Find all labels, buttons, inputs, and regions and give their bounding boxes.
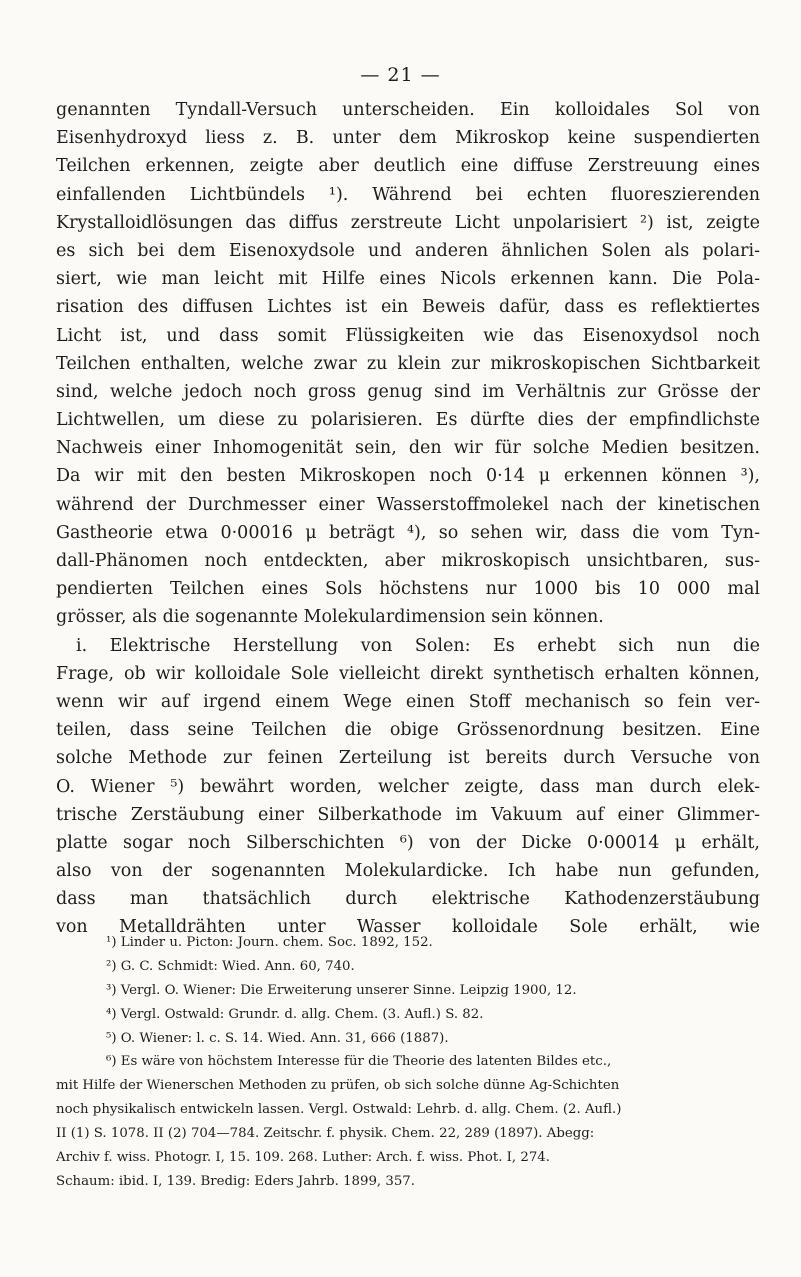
text-line: grösser, als die sogenannte Molekulardimension sein können. xyxy=(56,607,604,628)
text-line: dall-Phänomen noch entdeckten, aber mikroskopisch unsichtbaren, sus- xyxy=(56,551,760,571)
body-text xyxy=(56,96,760,942)
text-line: also von der sogenannten Molekulardicke. Ich habe nun gefunden, xyxy=(56,861,760,882)
text-line: Teilchen erkennen, zeigte aber deutlich eine diffuse Zerstreuung eines xyxy=(56,156,760,177)
text-line: einfallenden Lichtbündels ¹). Während bei echten fluoreszierenden xyxy=(56,184,760,205)
text-line: es sich bei dem Eisenoxydsole und anderen ähnlichen Solen als polari- xyxy=(56,240,760,261)
text-line: dass man thatsächlich durch elektrische Kathodenzerstäubung xyxy=(56,889,760,910)
text-line: trische Zerstäubung einer Silberkathode im Vakuum auf einer Glimmer- xyxy=(56,804,760,825)
footnote: ⁶) Es wäre von höchstem Interesse für die Theorie des latenten Bildes etc., xyxy=(106,1054,612,1070)
section-heading-line: i. Elektrische Herstellung von Solen: Es erhebt sich nun die xyxy=(76,635,760,656)
footnotes xyxy=(56,931,760,1194)
text-line: Eisenhydroxyd liess z. B. unter dem Mikroskop keine suspendierten xyxy=(56,128,760,149)
text-line: platte sogar noch Silberschichten ⁶) von der Dicke 0·00014 μ erhält, xyxy=(56,832,760,853)
text-line: genannten Tyndall-Versuch unterscheiden. Ein kolloidales Sol von xyxy=(56,100,760,120)
text-line: Licht ist, und dass somit Flüssigkeiten wie das Eisenoxydsol noch xyxy=(56,325,760,346)
footnote-continuation: noch physikalisch entwickeln lassen. Vergl. Ostwald: Lehrb. d. allg. Chem. (2. Aufl.) xyxy=(56,1102,622,1118)
text-line: teilen, dass seine Teilchen die obige Grössenordnung besitzen. Eine xyxy=(56,720,760,741)
text-line: pendierten Teilchen eines Sols höchstens nur 1000 bis 10 000 mal xyxy=(56,579,760,600)
text-line: Teilchen enthalten, welche zwar zu klein zur mikroskopischen Sichtbarkeit xyxy=(56,353,760,374)
text-line: Lichtwellen, um diese zu polarisieren. Es dürfte dies der empfindlichste xyxy=(56,410,760,431)
text-line: Frage, ob wir kolloidale Sole vielleicht direkt synthetisch erhalten können, xyxy=(56,663,760,684)
footnote-continuation: Schaum: ibid. I, 139. Bredig: Eders Jahrb. 1899, 357. xyxy=(56,1173,415,1189)
page-number: — 21 — xyxy=(360,64,441,86)
footnote-continuation: mit Hilfe der Wienerschen Methoden zu prüfen, ob sich solche dünne Ag-Schichten xyxy=(56,1078,620,1094)
text-line: Nachweis einer Inhomogenität sein, den wir für solche Medien besitzen. xyxy=(56,438,760,459)
text-line: risation des diffusen Lichtes ist ein Beweis dafür, dass es reflektiertes xyxy=(56,297,760,318)
footnote: ²) G. C. Schmidt: Wied. Ann. 60, 740. xyxy=(106,958,355,974)
footnote-continuation: Archiv f. wiss. Photogr. I, 15. 109. 268. Luther: Arch. f. wiss. Phot. I, 274. xyxy=(56,1150,550,1166)
text-line: sind, welche jedoch noch gross genug sind im Verhältnis zur Grösse der xyxy=(56,381,760,402)
text-line: während der Durchmesser einer Wasserstoffmolekel nach der kinetischen xyxy=(56,494,760,515)
text-line: Da wir mit den besten Mikroskopen noch 0·14 μ erkennen können ³), xyxy=(56,466,760,487)
text-line: solche Methode zur feinen Zerteilung ist bereits durch Versuche von xyxy=(56,748,760,769)
text-line: Krystalloidlösungen das diffus zerstreute Licht unpolarisiert ²) ist, zeigte xyxy=(56,212,760,233)
text-line: wenn wir auf irgend einem Wege einen Stoff mechanisch so fein ver- xyxy=(56,691,760,712)
text-line: siert, wie man leicht mit Hilfe eines Nicols erkennen kann. Die Pola- xyxy=(56,269,760,290)
text-line: O. Wiener ⁵) bewährt worden, welcher zeigte, dass man durch elek- xyxy=(56,776,760,797)
footnote-continuation: II (1) S. 1078. II (2) 704—784. Zeitschr. f. physik. Chem. 22, 289 (1897). Abegg: xyxy=(56,1126,595,1142)
footnote: ¹) Linder u. Picton: Journ. chem. Soc. 1892, 152. xyxy=(106,935,433,950)
footnote: ⁴) Vergl. Ostwald: Grundr. d. allg. Chem. (3. Aufl.) S. 82. xyxy=(106,1006,484,1022)
text-line: von Metalldrähten unter Wasser kolloidale Sole erhält, wie xyxy=(56,917,760,938)
footnote: ⁵) O. Wiener: l. c. S. 14. Wied. Ann. 31, 666 (1887). xyxy=(106,1030,449,1046)
footnote: ³) Vergl. O. Wiener: Die Erweiterung unserer Sinne. Leipzig 1900, 12. xyxy=(106,982,577,998)
text-line: Gastheorie etwa 0·00016 μ beträgt ⁴), so sehen wir, dass die vom Tyn- xyxy=(56,522,760,543)
